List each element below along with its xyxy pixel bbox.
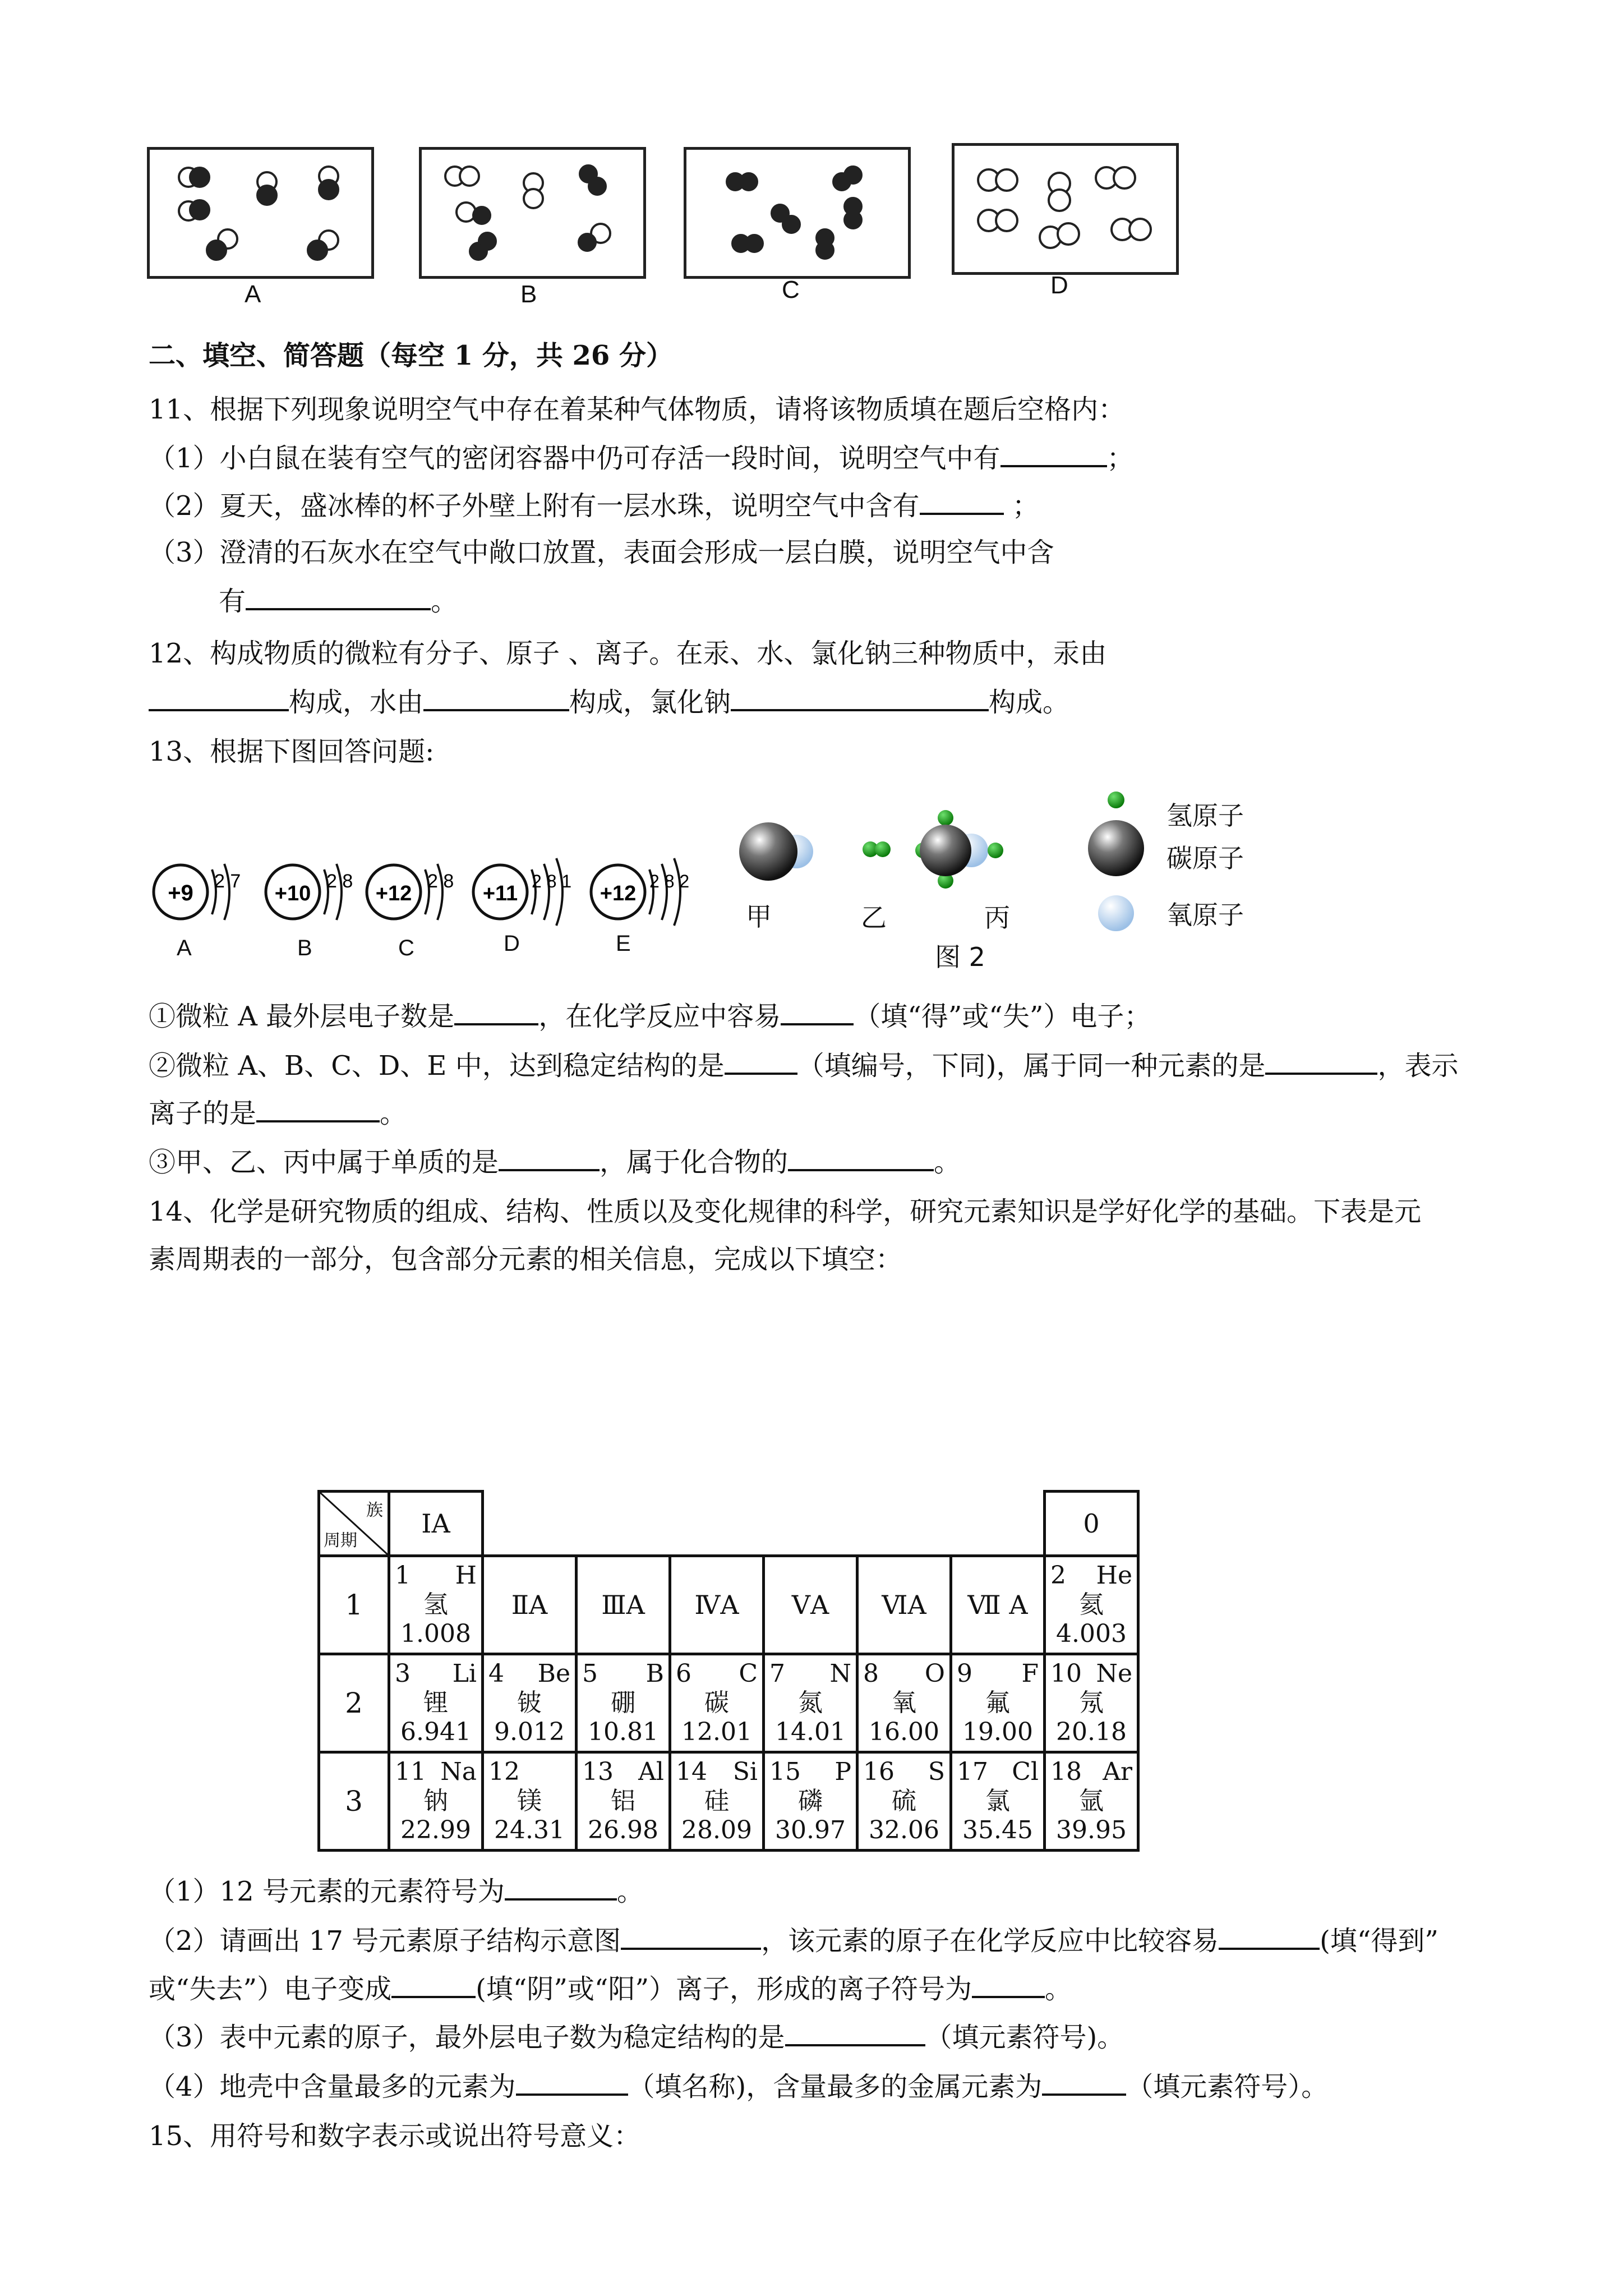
q13-line1: ①微粒 A 最外层电子数是 ，在化学反应中容易 （填“得”或“失”）电子； — [149, 999, 1151, 1033]
figure-caption: 图 2 — [935, 942, 985, 972]
group-head-0: 0 — [1045, 1492, 1138, 1556]
q12-blank-2[interactable] — [423, 684, 569, 711]
element-cell-b: 5 B 硼 10.81 — [577, 1654, 670, 1752]
element-cell-s: 16 S 硫 32.06 — [857, 1752, 951, 1851]
q13-blank-5[interactable] — [256, 1096, 380, 1122]
group-head-5a: ⅤA — [764, 1556, 857, 1654]
atom-a-nucleus: +9 — [168, 881, 193, 905]
atom-a — [154, 864, 241, 920]
atom-e-shells: 2 8 2 — [649, 871, 690, 891]
q14-blank-6[interactable] — [785, 2019, 925, 2046]
atom-c — [367, 864, 454, 920]
atom-d — [473, 858, 571, 926]
q14-blank-4[interactable] — [391, 1971, 476, 1998]
q13-line2: ②微粒 A、B、C、D、E 中，达到稳定结构的是 （填编号，下同)，属于同一种元素的是 ，表示 — [149, 1048, 1458, 1083]
atom-label-a: A — [177, 936, 192, 960]
period-1: 1 — [319, 1556, 389, 1654]
q14-stem-1: 14、化学是研究物质的组成、结构、性质以及变化规律的科学，研究元素知识是学好化学的基础。下表是元 — [149, 1196, 1422, 1227]
mol-label-yi: 乙 — [861, 903, 887, 933]
atom-c-shells: 2 8 — [427, 871, 454, 892]
q11-blank-1[interactable] — [1000, 440, 1107, 467]
periodic-table — [317, 1490, 1140, 1852]
atom-structure-diagrams — [146, 830, 695, 954]
q14-blank-1[interactable] — [505, 1874, 617, 1901]
option-label-a: A — [245, 280, 261, 308]
molecule-yi — [863, 841, 891, 857]
element-cell-h: 1 H 氢 1.008 — [389, 1556, 483, 1654]
q13-stem: 13、根据下图回答问题: — [149, 736, 435, 767]
element-cell-be: 4 Be 铍 9.012 — [483, 1654, 577, 1752]
q13-blank-3[interactable] — [725, 1048, 797, 1075]
element-cell-ne: 10 Ne 氖 20.18 — [1045, 1654, 1138, 1752]
option-box-c — [684, 147, 911, 279]
q13-blank-2[interactable] — [781, 999, 854, 1025]
q14-blank-8[interactable] — [1042, 2069, 1126, 2096]
q13-line3: ③甲、乙、丙中属于单质的是 ，属于化合物的 。 — [149, 1144, 961, 1179]
q14-s3: （3）表中元素的原子，最外层电子数为稳定结构的是 （填元素符号)。 — [149, 2019, 1124, 2054]
element-cell-si: 14 Si 硅 28.09 — [670, 1752, 764, 1851]
q11-s2: （2）夏天，盛冰棒的杯子外壁上附有一层水珠，说明空气中含有 ； — [149, 488, 1039, 523]
atom-e-nucleus: +12 — [600, 882, 637, 905]
element-cell-he: 2 He 氦 4.003 — [1045, 1556, 1138, 1654]
atom-label-c: C — [398, 936, 414, 960]
atom-b-nucleus: +10 — [274, 882, 311, 905]
q14-blank-7[interactable] — [516, 2069, 628, 2096]
legend-hydrogen: 氢原子 — [1166, 800, 1244, 831]
element-cell-li: 3 Li 锂 6.941 — [389, 1654, 483, 1752]
atom-d-nucleus: +11 — [482, 882, 518, 905]
atom-label-d: D — [504, 931, 520, 956]
q14-stem-2: 素周期表的一部分，包含部分元素的相关信息，完成以下填空： — [149, 1244, 903, 1275]
group-head-4a: ⅣA — [670, 1556, 764, 1654]
molecule-jia — [739, 822, 813, 881]
option-label-b: B — [520, 280, 537, 308]
q13-blank-6[interactable] — [499, 1144, 600, 1171]
element-cell-c: 6 C 碳 12.01 — [670, 1654, 764, 1752]
element-cell-ar: 18 Ar 氩 39.95 — [1045, 1752, 1138, 1851]
q11-s1: （1）小白鼠在装有空气的密闭容器中仍可存活一段时间，说明空气中有 ； — [149, 440, 1134, 475]
q12-blank-1[interactable] — [149, 684, 289, 711]
element-cell-f: 9 F 氟 19.00 — [951, 1654, 1045, 1752]
q11-blank-3[interactable] — [246, 583, 431, 610]
element-cell-n: 7 N 氮 14.01 — [764, 1654, 857, 1752]
q11-blank-2[interactable] — [920, 488, 1004, 515]
option-label-d: D — [1050, 272, 1068, 299]
q13-blank-4[interactable] — [1265, 1048, 1377, 1075]
q15-stem: 15、用符号和数字表示或说出符号意义： — [149, 2120, 641, 2152]
table-corner: 族 周期 — [319, 1492, 389, 1556]
option-box-a — [147, 147, 374, 279]
element-cell-p: 15 P 磷 30.97 — [764, 1752, 857, 1851]
atom-a-shells: 2 7 — [214, 871, 241, 892]
element-cell-o: 8 O 氧 16.00 — [857, 1654, 951, 1752]
atom-b-shells: 2 8 — [326, 871, 353, 892]
mol-label-jia: 甲 — [746, 901, 772, 932]
q12-line1: 12、构成物质的微粒有分子、原子 、离子。在汞、水、氯化钠三种物质中，汞由 — [149, 638, 1107, 669]
group-head-7a: Ⅶ A — [951, 1556, 1045, 1654]
q12-line2: 构成，水由 构成，氯化钠 构成。 — [149, 684, 1069, 719]
q11-s3b: 有 。 — [219, 583, 458, 618]
q14-blank-2[interactable] — [621, 1923, 761, 1950]
element-cell-al: 13 Al 铝 26.98 — [577, 1752, 670, 1851]
q14-s4: （4）地壳中含量最多的元素为 （填名称)，含量最多的金属元素为 （填元素符号）。 — [149, 2069, 1328, 2104]
period-3: 3 — [319, 1752, 389, 1851]
q13-blank-1[interactable] — [454, 999, 538, 1025]
atom-d-shells: 2 8 1 — [532, 871, 572, 891]
group-head-6a: ⅥA — [857, 1556, 951, 1654]
q13-blank-7[interactable] — [788, 1144, 934, 1171]
q14-s1: （1）12 号元素的元素符号为 。 — [149, 1874, 644, 1908]
q11-s3a: （3）澄清的石灰水在空气中敞口放置，表面会形成一层白膜，说明空气中含 — [149, 537, 1054, 568]
atom-e — [591, 858, 689, 926]
atom-label-e: E — [616, 931, 631, 956]
molecule-bing — [915, 810, 1003, 889]
atom-label-b: B — [297, 936, 312, 960]
option-label-c: C — [782, 276, 800, 303]
element-cell-mg: 12 镁 24.31 — [483, 1752, 577, 1851]
atom-c-nucleus: +12 — [375, 882, 412, 905]
q11-stem: 11、根据下列现象说明空气中存在着某种气体物质，请将该物质填在题后空格内： — [149, 394, 1126, 425]
legend-icons — [1088, 792, 1144, 931]
mol-label-bing: 丙 — [984, 903, 1010, 933]
q12-blank-3[interactable] — [731, 684, 989, 711]
element-cell-na: 11 Na 钠 22.99 — [389, 1752, 483, 1851]
group-head-3a: ⅢA — [577, 1556, 670, 1654]
legend-carbon: 碳原子 — [1166, 843, 1244, 873]
group-head-1a: ⅠA — [389, 1492, 483, 1556]
q14-blank-5[interactable] — [972, 1971, 1045, 1998]
q13-line2b: 离子的是 。 — [149, 1096, 407, 1130]
period-2: 2 — [319, 1654, 389, 1752]
option-box-d — [952, 143, 1179, 275]
q14-s2: （2）请画出 17 号元素原子结构示意图 ，该元素的原子在化学反应中比较容易 (填“得到” — [149, 1923, 1438, 1958]
legend-oxygen: 氧原子 — [1166, 900, 1244, 930]
atom-b — [266, 864, 353, 920]
group-head-2a: ⅡA — [483, 1556, 577, 1654]
option-box-b — [419, 147, 646, 279]
q14-s2-cont: 或“失去”）电子变成 (填“阴”或“阳”）离子，形成的离子符号为 。 — [149, 1971, 1072, 2006]
q14-blank-3[interactable] — [1219, 1923, 1320, 1950]
section-title: 二、填空、简答题（每空 1 分，共 26 分） — [149, 340, 674, 371]
element-cell-cl: 17 Cl 氯 35.45 — [951, 1752, 1045, 1851]
